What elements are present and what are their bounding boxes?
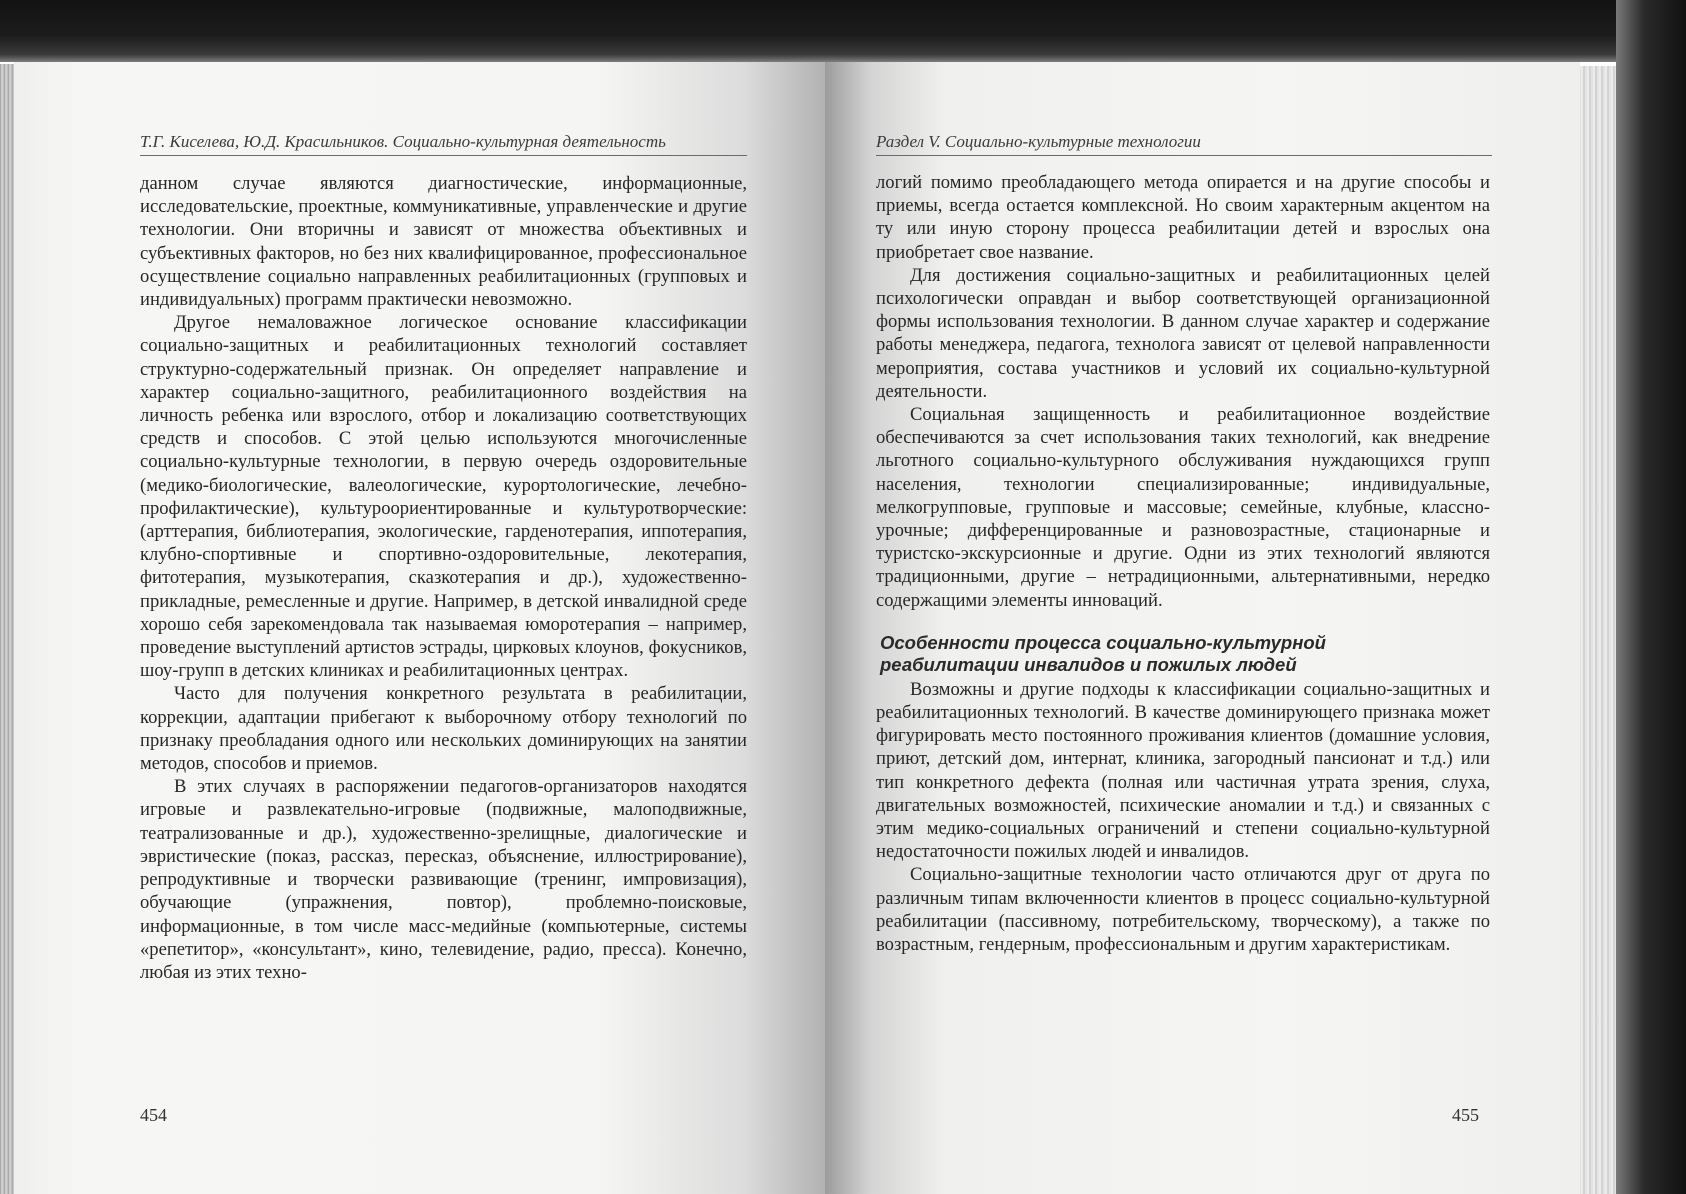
section-heading bbox=[876, 632, 1490, 676]
right-text-column bbox=[876, 171, 1490, 956]
book-fore-edge bbox=[1580, 66, 1618, 1194]
paragraph: В этих случаях в распоряжении педагогов-организаторов находятся игровые и развлекательно-игровые (подвижные, малоподвижные, театрализованные и др.), художественно-зрелищные, диалогические и эвристические (показ, рассказ, пересказ, объяснение, иллюстрирование), репродуктивные и творчески развивающие (тренинг, импровизация), обучающие (упражнения, повтор), проблемно-поисковые, информационные, в том числе масс-медийные (компьютерные, системы «репетитор», «консультант», кино, телевидение, радио, пресса). Конечно, любая из этих техно- bbox=[140, 776, 747, 983]
right-page-number: 455 bbox=[1452, 1105, 1479, 1125]
left-running-header: Т.Г. Киселева, Ю.Д. Красильников. Социально-культурная деятельность bbox=[140, 132, 747, 156]
section-heading-line: Особенности процесса социально-культурной bbox=[880, 631, 1326, 653]
paragraph: данном случае являются диагностические, информационные, исследовательские, проектные, коммуникативные, управленческие и другие технологии. Они вторичны и зависят от множества объективных и субъективных факторов, но без них квалифицированное, профессиональное осуществление социально направленных реабилитационных (групповых и индивидуальных) программ практически невозможно. bbox=[140, 173, 747, 311]
paragraph: Другое немаловажное логическое основание классификации социально-защитных и реабилитационных технологий составляет структурно-содержательный признак. Он определяет направление и характер социально-защитного, реабилитационного воздействия на личность ребенка или взрослого, отбор и локализацию соответствующих средств и способов. С этой целью используются многочисленные социально-культурные технологии, в первую очередь оздоровительные (медико-биологические, валеологические, курортологические, лечебно-профилактические), культуроориентированные и культуротворческие: (арттерапия, библиотерапия, экологические, гарденотерапия, иппотерапия, клубно-спортивные и спортивно-оздоровительные, лекотерапия, фитотерапия, музыкотерапия, сказкотерапия и др.), художественно-прикладные, ремесленные и другие. Например, в детской инвалидной среде хорошо себя зарекомендовала так называемая юморотерапия – например, проведение выступлений артистов эстрады, цирковых клоунов, фокусников, шоу-групп в детских клиниках и реабилитационных центрах. bbox=[140, 312, 747, 682]
right-running-header: Раздел V. Социально-культурные технологии bbox=[876, 132, 1492, 156]
left-page-number: 454 bbox=[140, 1105, 167, 1125]
paragraph: Возможны и другие подходы к классификации социально-защитных и реабилитационных технологий. В качестве доминирующего признака может фигурировать место постоянного проживания клиентов (домашние условия, приют, детский дом, интернат, клиника, загородный пансионат и т.д.) или тип конкретного дефекта (полная или частичная утрата зрения, слуха, двигательных возможностей, психические аномалии и т.д.) и связанных с этим медико-социальных ограничений и степени социально-культурной недостаточности пожилых людей и инвалидов. bbox=[876, 678, 1490, 863]
paragraph: Часто для получения конкретного результата в реабилитации, коррекции, адаптации прибегают к выборочному отбору технологий по признаку преобладания одного или нескольких доминирующих на занятии методов, способов и приемов. bbox=[140, 683, 747, 775]
scanner-right-shadow bbox=[1616, 0, 1686, 1194]
section-heading-line: реабилитации инвалидов и пожилых людей bbox=[880, 653, 1297, 675]
left-text-column bbox=[140, 172, 747, 984]
paragraph: Социальная защищенность и реабилитационное воздействие обеспечиваются за счет использования таких технологий, как внедрение льготного социально-культурного обслуживания нуждающихся групп населения, технологии специализированные; индивидуальные, мелкогрупповые, групповые и массовые; семейные, клубные, классно-урочные; дифференцированные и разновозрастные, стационарные и туристско-экскурсионные и другие. Одни из этих технологий являются традиционными, другие – нетрадиционными, альтернативными, нередко содержащими элементы инноваций. bbox=[876, 404, 1490, 611]
paragraph: логий помимо преобладающего метода опирается и на другие способы и приемы, всегда остается комплексной. Но своим характерным акцентом на ту или иную сторону процесса реабилитации детей и взрослых она приобретает свое название. bbox=[876, 172, 1490, 263]
paragraph: Для достижения социально-защитных и реабилитационных целей психологически оправдан и выбор соответствующей организационной формы использования технологии. В данном случае характер и содержание работы менеджера, педагога, технолога зависят от целевой направленности мероприятия, состава участников и условий их социально-культурной деятельности. bbox=[876, 264, 1490, 402]
book-left-edge bbox=[0, 64, 14, 1194]
scanner-top-shadow bbox=[0, 0, 1686, 62]
paragraph: Социально-защитные технологии часто отличаются друг от друга по различным типам включенности клиентов в процесс социально-культурной реабилитации (пассивному, потребительскому, творческому), а также по возрастным, гендерным, профессиональным и другим характеристикам. bbox=[876, 864, 1490, 956]
